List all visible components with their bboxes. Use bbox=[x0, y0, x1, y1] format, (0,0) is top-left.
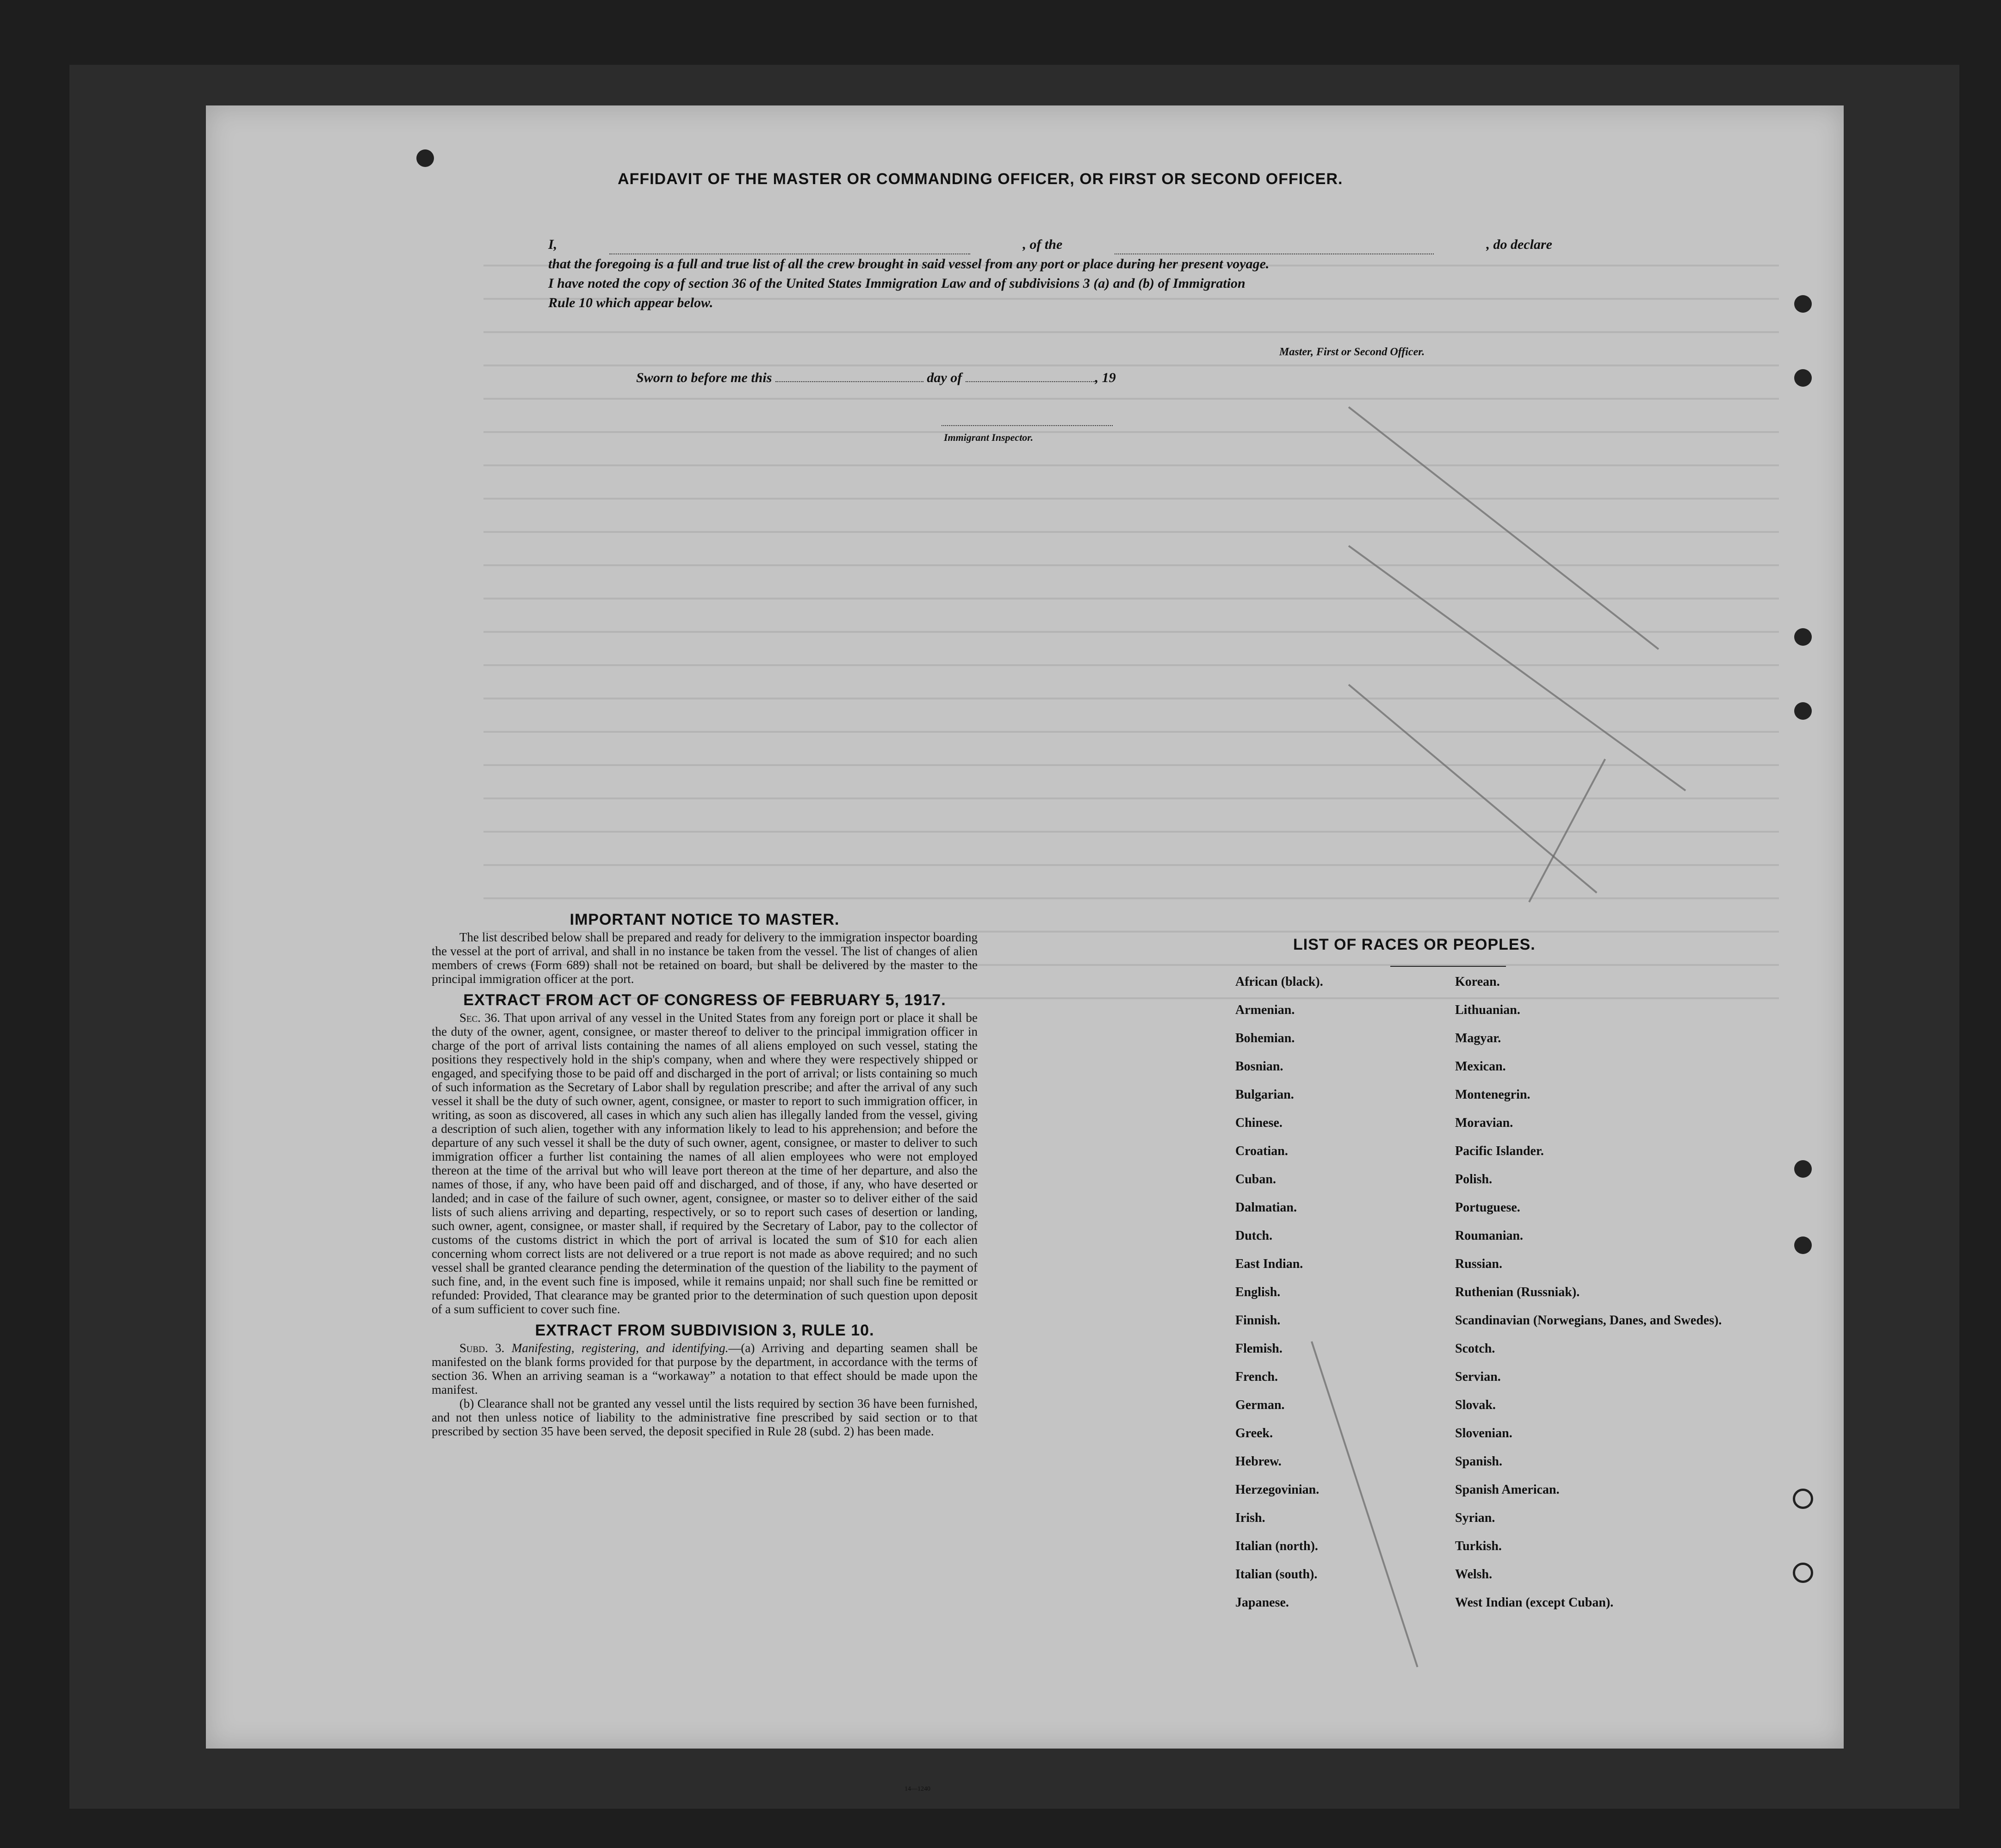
race-item: Moravian. bbox=[1455, 1116, 1513, 1130]
subd-title: Manifesting, registering, and identifying. bbox=[511, 1341, 729, 1355]
affidavit-declaration-line bbox=[548, 235, 1552, 254]
race-item: Spanish American. bbox=[1455, 1483, 1560, 1497]
race-item: Italian (north). bbox=[1235, 1539, 1318, 1553]
races-right-column bbox=[1455, 975, 1722, 1624]
sworn-month-blank bbox=[966, 369, 1095, 382]
vessel-blank bbox=[1115, 235, 1434, 254]
race-item: Dalmatian. bbox=[1235, 1200, 1297, 1215]
sworn-line bbox=[636, 369, 1116, 386]
race-item: Russian. bbox=[1455, 1257, 1502, 1271]
race-item: German. bbox=[1235, 1398, 1285, 1412]
affidavit-text bbox=[548, 235, 1552, 313]
punch-hole-ring bbox=[1793, 1489, 1813, 1509]
races-heading-rule bbox=[1390, 966, 1506, 967]
race-item: Portuguese. bbox=[1455, 1200, 1520, 1215]
punch-hole bbox=[1794, 369, 1812, 387]
race-item: Turkish. bbox=[1455, 1539, 1502, 1553]
punch-hole-ring bbox=[1793, 1563, 1813, 1583]
race-item: Flemish. bbox=[1235, 1341, 1282, 1356]
race-item: Bohemian. bbox=[1235, 1031, 1295, 1045]
document-page bbox=[206, 105, 1844, 1792]
master-signature-label: Master, First or Second Officer. bbox=[1279, 346, 1425, 358]
race-item: Lithuanian. bbox=[1455, 1003, 1520, 1017]
rule-para-b: (b) Clearance shall not be granted any vessel until the lists required by section 36 have been furnished, and not then unless notice of liability to the administrative fine prescribed by said section or to that prescribed by section 35 have been served, the deposit specified in Rule 28 (subd. 2) has been made. bbox=[432, 1397, 978, 1438]
act-extract-heading: EXTRACT FROM ACT OF CONGRESS OF FEBRUARY 5, 1917. bbox=[463, 991, 946, 1009]
race-item: Magyar. bbox=[1455, 1031, 1501, 1045]
race-item: Scandinavian (Norwegians, Danes, and Swedes). bbox=[1455, 1313, 1722, 1328]
race-item: English. bbox=[1235, 1285, 1281, 1299]
race-item: Cuban. bbox=[1235, 1172, 1276, 1187]
affidavit-line-3: I have noted the copy of section 36 of the United States Immigration Law and of subdivisions 3 (a) and (b) of Immigration bbox=[548, 276, 1245, 291]
notice-text: The list described below shall be prepared and ready for delivery to the immigration inspector boarding the vessel at the port of arrival, and shall in no instance be taken from the vessel. The list of changes of alien members of crews (Form 689) shall not be retained on board, but shall be delivered by the master to the principal immigration officer at the port. bbox=[432, 930, 978, 986]
race-item: French. bbox=[1235, 1370, 1278, 1384]
punch-hole bbox=[416, 149, 434, 167]
race-item: Bulgarian. bbox=[1235, 1088, 1294, 1102]
inspector-label: Immigrant Inspector. bbox=[944, 432, 1034, 443]
race-item: African (black). bbox=[1235, 975, 1323, 989]
sworn-day-of: day of bbox=[927, 370, 962, 385]
race-item: Croatian. bbox=[1235, 1144, 1288, 1158]
race-item: East Indian. bbox=[1235, 1257, 1303, 1271]
race-item: Roumanian. bbox=[1455, 1229, 1524, 1243]
notice-section bbox=[432, 913, 978, 986]
race-item: Montenegrin. bbox=[1455, 1088, 1530, 1102]
inspector-signature-line bbox=[942, 425, 1113, 426]
race-item: Dutch. bbox=[1235, 1229, 1273, 1243]
legal-text-column bbox=[432, 913, 978, 1446]
affidavit-of-the: , of the bbox=[1022, 237, 1063, 252]
races-left-column bbox=[1235, 975, 1323, 1624]
race-item: Greek. bbox=[1235, 1426, 1273, 1440]
subd-label: Subd. 3. bbox=[459, 1341, 505, 1355]
punch-hole bbox=[1794, 1236, 1812, 1254]
race-item: Irish. bbox=[1235, 1511, 1265, 1525]
sworn-year: , 19 bbox=[1095, 370, 1116, 385]
race-item: Slovenian. bbox=[1455, 1426, 1512, 1440]
act-extract-section bbox=[432, 993, 978, 1316]
name-blank bbox=[609, 235, 970, 254]
race-item: Welsh. bbox=[1455, 1567, 1493, 1582]
punch-hole bbox=[1794, 295, 1812, 313]
sworn-text: Sworn to before me this bbox=[636, 370, 772, 385]
race-item: Finnish. bbox=[1235, 1313, 1281, 1328]
race-item: Armenian. bbox=[1235, 1003, 1295, 1017]
sworn-day-blank bbox=[775, 369, 923, 382]
race-item: Pacific Islander. bbox=[1455, 1144, 1544, 1158]
affidavit-i: I, bbox=[548, 237, 558, 252]
punch-hole bbox=[1794, 628, 1812, 646]
race-item: Ruthenian (Russniak). bbox=[1455, 1285, 1580, 1299]
race-item: Scotch. bbox=[1455, 1341, 1495, 1356]
race-item: Slovak. bbox=[1455, 1398, 1496, 1412]
race-item: Mexican. bbox=[1455, 1059, 1506, 1074]
form-number: 14—1240 bbox=[904, 1786, 930, 1792]
rule-para-a bbox=[432, 1341, 978, 1397]
race-item: Japanese. bbox=[1235, 1595, 1289, 1610]
race-item: Chinese. bbox=[1235, 1116, 1282, 1130]
sec-label: Sec. 36. bbox=[459, 1011, 500, 1025]
affidavit-title: AFFIDAVIT OF THE MASTER OR COMMANDING OFFICER, OR FIRST OR SECOND OFFICER. bbox=[618, 170, 1343, 188]
race-item: Servian. bbox=[1455, 1370, 1501, 1384]
notice-heading: IMPORTANT NOTICE TO MASTER. bbox=[570, 911, 840, 928]
pencil-tick-mark bbox=[1311, 1341, 1418, 1667]
subd-para-a-text: —(a) Arriving and departing seamen shall be manifested on the blank forms provided for that purpose by the department, in accordance with the terms of section 36. When an arriving seaman is a “workaway” a notation to that effect should be made upon the manifest. bbox=[432, 1341, 978, 1397]
punch-hole bbox=[1794, 702, 1812, 720]
race-item: Herzegovinian. bbox=[1235, 1483, 1320, 1497]
race-item: Korean. bbox=[1455, 975, 1500, 989]
sec-36-text: That upon arrival of any vessel in the United States from any foreign port or place it shall be the duty of the owner, agent, consignee, or master thereof to deliver to the principal immigration officer in charge of the port of arrival lists containing the names of all aliens employed on such vessel, stating the positions they respectively hold in the ship's company, when and where they were respectively shipped or engaged, and specifying those to be paid off and discharged in the port of arrival; or lists containing so much of such information as the Secretary of Labor shall by regulation prescribe; and after the arrival of any such vessel it shall be the duty of such owner, agent, consignee, or master to report to such immigration officer, in writing, as soon as discovered, all cases in which any such alien has illegally landed from the vessel, giving a description of such alien, together with any information likely to lead to his apprehension; and before the departure of any such vessel it shall be the duty of such owner, agent, consignee, or master to deliver to such immigration officer a further list containing the names of all alien employees who were not employed thereon at the time of the arrival but who will leave port thereon at the time of her departure, and also the names of those, if any, who have been paid off and discharged, and of those, if any, who have deserted or landed; and in case of the failure of such owner, agent, consignee, or master so to deliver either of the said lists of such aliens arriving and departing, respectively, or so to report such cases of desertion or landing, such owner, agent, consignee, or master shall, if required by the Secretary of Labor, pay to the collector of customs of the customs district in which the port of arrival is located the sum of $10 for each alien concerning whom correct lists are not delivered or a true report is not made as above required; and no such vessel shall be granted clearance pending the determination of the question of the liability to the payment of such fine, and, in the event such fine is imposed, while it remains unpaid; nor shall such fine be remitted or refunded: Provided, That clearance may be granted prior to the determination of such question upon deposit of a sum sufficient to cover such fine. bbox=[432, 1011, 978, 1316]
affidavit-do-declare: , do declare bbox=[1486, 237, 1552, 252]
race-item: Spanish. bbox=[1455, 1454, 1502, 1469]
races-heading: LIST OF RACES OR PEOPLES. bbox=[1293, 936, 1536, 953]
punch-hole bbox=[1794, 1160, 1812, 1178]
act-extract-text bbox=[432, 1011, 978, 1316]
rule-extract-heading: EXTRACT FROM SUBDIVISION 3, RULE 10. bbox=[535, 1322, 874, 1339]
race-item: Italian (south). bbox=[1235, 1567, 1318, 1582]
affidavit-line-2: that the foregoing is a full and true list of all the crew brought in said vessel from any port or place during her present voyage. bbox=[548, 256, 1270, 272]
race-item: Bosnian. bbox=[1235, 1059, 1283, 1074]
race-item: Syrian. bbox=[1455, 1511, 1495, 1525]
race-item: Hebrew. bbox=[1235, 1454, 1282, 1469]
race-item: West Indian (except Cuban). bbox=[1455, 1595, 1614, 1610]
race-item: Polish. bbox=[1455, 1172, 1493, 1187]
rule-extract-section bbox=[432, 1323, 978, 1438]
affidavit-line-4: Rule 10 which appear below. bbox=[548, 295, 713, 310]
